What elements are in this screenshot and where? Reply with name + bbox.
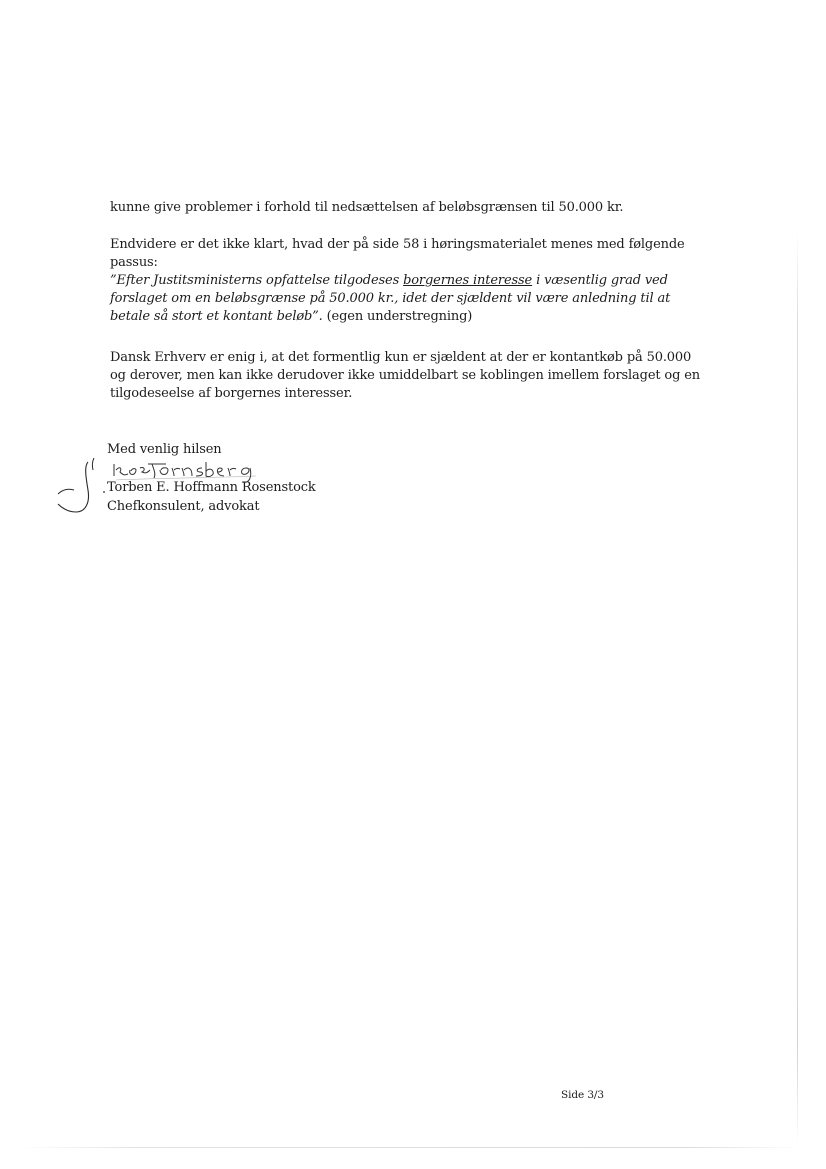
paragraph-question: Endvidere er det ikke klart, hvad der på side 58 i høringsmaterialet menes med følgende passus: xyxy=(110,237,685,270)
quote-text-end: i væsentlig grad ved forslaget om en beløbsgrænse på 50.000 kr., idet der sjældent vil være anledning til at betale så stort et kontant beløb”. xyxy=(110,273,671,324)
handwritten-signature xyxy=(56,456,276,518)
signer-title: Chefkonsulent, advokat xyxy=(107,499,260,514)
page-number: Side 3/3 xyxy=(561,1089,604,1101)
paragraph-continuation: kunne give problemer i forhold til nedsættelsen af beløbsgrænsen til 50.000 kr. xyxy=(110,200,624,215)
quote-text-start: ”Efter Justitsministerns opfattelse tilgodeses xyxy=(110,273,404,288)
signer-name: Torben E. Hoffmann Rosenstock xyxy=(107,480,316,495)
quote-note: (egen understregning) xyxy=(322,309,473,324)
greeting: Med venlig hilsen xyxy=(107,442,222,457)
scan-edge-bottom xyxy=(20,1147,800,1148)
quote-paragraph xyxy=(110,272,710,326)
paragraph-agreement: Dansk Erhverv er enig i, at det formentlig kun er sjældent at der er kontantkøb på 50.000 og derover, men kan ikke derudover ikke umiddelbart se koblingen imellem forslaget og en tilgodeseelse af borgernes interesser. xyxy=(110,350,701,401)
scan-edge-right xyxy=(797,230,798,1145)
quote-underlined-text: borgernes interesse xyxy=(403,273,533,288)
